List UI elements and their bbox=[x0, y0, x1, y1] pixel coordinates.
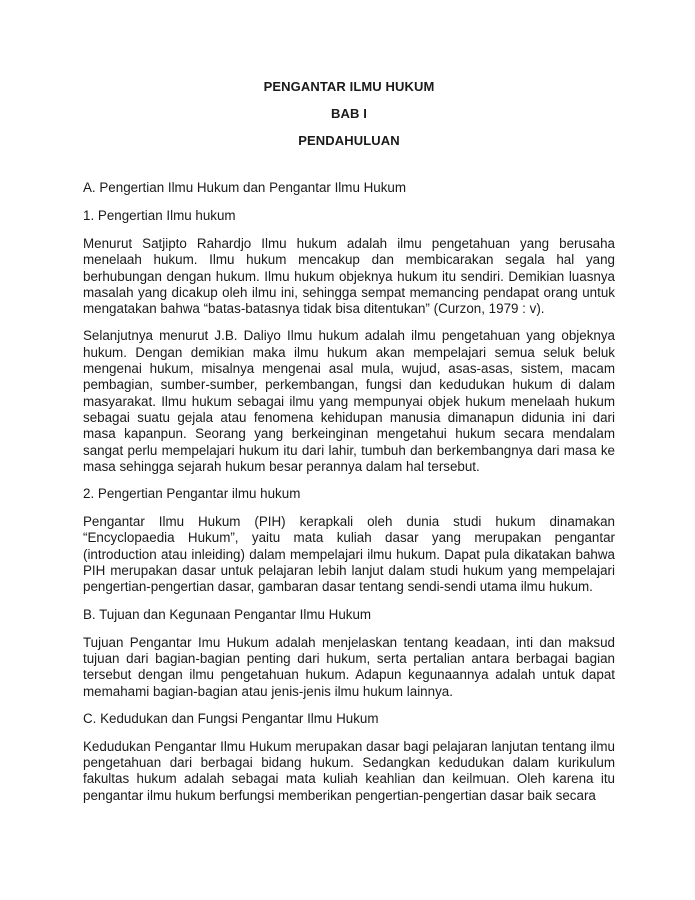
section-b-heading: B. Tujuan dan Kegunaan Pengantar Ilmu Hukum bbox=[83, 606, 372, 622]
subsection-a1-heading: 1. Pengertian Ilmu hukum bbox=[83, 208, 236, 223]
chapter-number: BAB I bbox=[331, 106, 367, 121]
chapter-title: PENDAHULUAN bbox=[298, 133, 400, 148]
paragraph-daliyo: Selanjutnya menurut J.B. Daliyo Ilmu hukum adalah ilmu pengetahuan yang objeknya hukum. Dengan demikian maka ilmu hukum akan mempelajari semua seluk beluk mengenai hukum, misalnya mengenai asal mula, wujud, asas-asas, sistem, macam pembagian, sumber-sumber, perkembangan, fungsi dan kedudukan hukum di dalam masyarakat. Ilmu hukum sebagai ilmu yang mempunyai objek hukum menelaah hukum sebagai suatu gejala atau fenomena kehidupan manusia dimanapun didunia ini dari masa kapanpun. Seorang yang berkeinginan mengetahui hukum secara mendalam sangat perlu mempelajari hukum itu dari lahir, tumbuh dan berkembangnya dari masa ke masa sehingga sejarah hukum besar perannya dalam hal tersebut. bbox=[83, 328, 615, 474]
paragraph-pih: Pengantar Ilmu Hukum (PIH) kerapkali oleh dunia studi hukum dinamakan “Encyclopaedia Hukum”, yaitu mata kuliah dasar yang merupakan pengantar (introduction atau inleiding) dalam mempelajari ilmu hukum. Dapat pula dikatakan bahwa PIH merupakan dasar untuk pelajaran lebih lanjut dalam studi hukum yang mempelajari pengertian-pengertian dasar, gambaran dasar tentang sendi-sendi utama ilmu hukum. bbox=[83, 514, 615, 595]
paragraph-kedudukan: Kedudukan Pengantar Ilmu Hukum merupakan dasar bagi pelajaran lanjutan tentang ilmu pengetahuan dari berbagai bidang hukum. Sedangkan kedudukan dalam kurikulum fakultas hukum adalah sebagai mata kuliah keahlian dan keilmuan. Oleh karena itu pengantar ilmu hukum berfungsi memberikan pengertian-pengertian dasar baik secara bbox=[83, 738, 615, 803]
section-a-heading: A. Pengertian Ilmu Hukum dan Pengantar Ilmu Hukum bbox=[83, 180, 407, 195]
paragraph-tujuan: Tujuan Pengantar Imu Hukum adalah menjelaskan tentang keadaan, inti dan maksud tujuan dari bagian-bagian penting dari hukum, serta pertalian antara berbagai bagian tersebut dengan ilmu pengetahuan hukum. Adapun kegunaannya adalah untuk dapat memahami bagian-bagian atau jenis-jenis ilmu hukum lainnya. bbox=[83, 634, 615, 699]
document-title: PENGANTAR ILMU HUKUM bbox=[263, 79, 435, 94]
section-c-heading: C. Kedudukan dan Fungsi Pengantar Ilmu Hukum bbox=[83, 710, 379, 726]
paragraph-satjipto: Menurut Satjipto Rahardjo Ilmu hukum adalah ilmu pengetahuan yang berusaha menelaah hukum. Ilmu hukum mencakup dan membicarakan segala hal yang berhubungan dengan hukum. Ilmu hukum objeknya hukum itu sendiri. Demikian luasnya masalah yang dicakup oleh ilmu ini, sehingga sempat memancing pendapat orang untuk mengatakan bahwa “batas-batasnya tidak bisa ditentukan” (Curzon, 1979 : v). bbox=[83, 236, 615, 317]
subsection-a2-heading: 2. Pengertian Pengantar ilmu hukum bbox=[83, 486, 301, 502]
document-page bbox=[83, 79, 615, 815]
